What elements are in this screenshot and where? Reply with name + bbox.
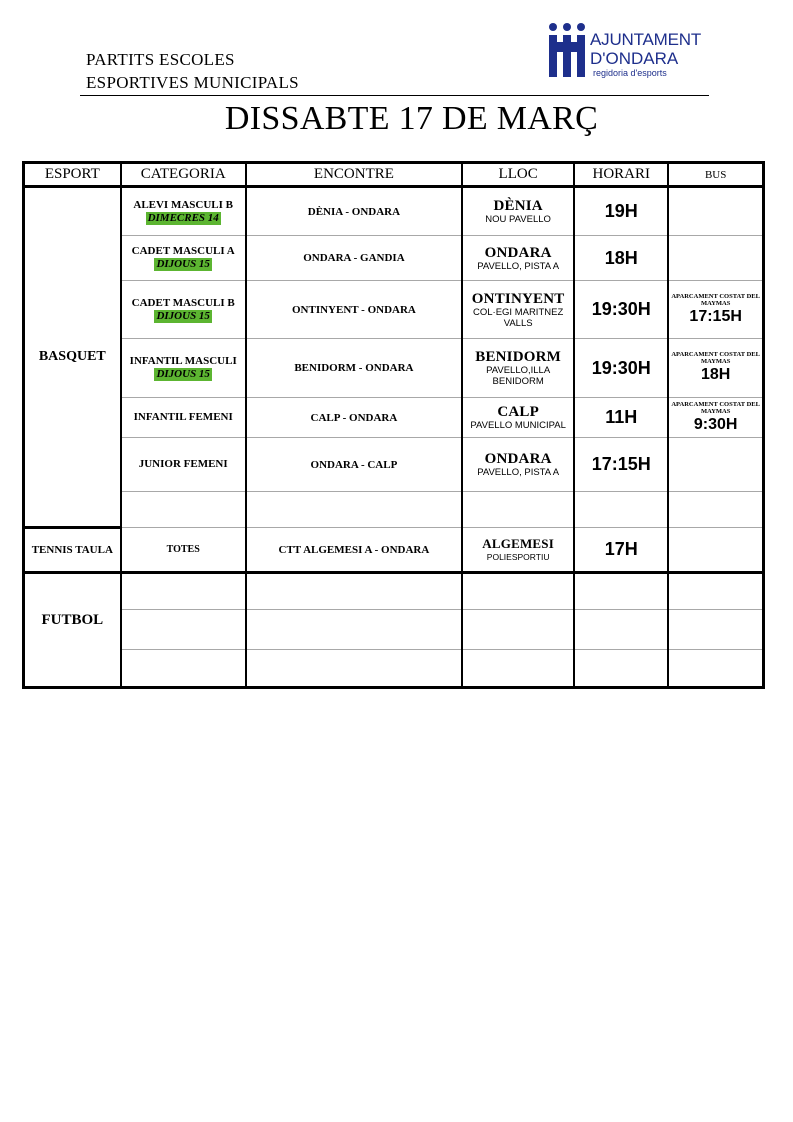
lloc-detail: PAVELLO, PISTA A: [477, 467, 560, 478]
encontre-cell: ONDARA - CALP: [246, 438, 462, 492]
empty-cell: [246, 650, 462, 688]
esport-tennis-taula: TENNIS TAULA: [24, 528, 121, 573]
categoria-cell: [121, 339, 246, 398]
empty-cell: [574, 650, 668, 688]
table-row: [24, 281, 764, 339]
lloc-cell: [462, 528, 574, 573]
header-line-1: PARTITS ESCOLES: [86, 50, 235, 69]
logo-text-regidoria: regidoria d'esports: [593, 68, 667, 78]
col-header-horari: HORARI: [574, 163, 668, 187]
table-row: [24, 187, 764, 236]
categoria-label: INFANTIL FEMENI: [133, 411, 233, 423]
empty-cell: [246, 573, 462, 610]
encontre-cell: CALP - ONDARA: [246, 398, 462, 438]
lloc-detail: NOU PAVELLO: [485, 214, 551, 225]
lloc-detail: PAVELLO MUNICIPAL: [470, 420, 566, 431]
logo-text-ajuntament: AJUNTAMENT: [590, 30, 702, 49]
header-line-2: ESPORTIVES MUNICIPALS: [86, 73, 299, 92]
table-row: [24, 573, 764, 610]
lloc-detail: PAVELLO, PISTA A: [477, 260, 560, 272]
empty-cell: [462, 650, 574, 688]
categoria-label: CADET MASCULI B: [131, 296, 235, 309]
categoria-label: ALEVI MASCULI B: [133, 198, 234, 211]
table-row: [24, 398, 764, 438]
horari-cell: 17:15H: [574, 438, 668, 492]
lloc-cell: [462, 438, 574, 492]
bus-cell: [668, 187, 763, 236]
lloc-cell: [462, 339, 574, 398]
categoria-label: JUNIOR FEMENI: [138, 458, 228, 470]
empty-cell: [668, 573, 763, 610]
lloc-cell: [462, 236, 574, 281]
table-row: [24, 650, 764, 688]
esport-basquet: BASQUET: [24, 187, 121, 528]
ajuntament-logo: [546, 22, 716, 82]
empty-cell: [668, 492, 763, 528]
esport-futbol: FUTBOL: [24, 573, 121, 688]
lloc-name: ONTINYENT: [471, 290, 565, 307]
logo-text-ondara: D'ONDARA: [590, 49, 679, 68]
col-header-lloc: LLOC: [462, 163, 574, 187]
table-row: [24, 492, 764, 528]
day-highlight: DIJOUS 15: [156, 309, 210, 322]
lloc-name: BENIDORM: [475, 349, 562, 365]
bus-time: 18H: [700, 366, 731, 383]
bus-cell: [668, 281, 763, 339]
encontre-cell: DÈNIA - ONDARA: [246, 187, 462, 236]
empty-cell: [121, 650, 246, 688]
lloc-cell: [462, 398, 574, 438]
encontre-cell: ONDARA - GANDIA: [246, 236, 462, 281]
empty-cell: [668, 650, 763, 688]
empty-cell: [668, 610, 763, 650]
empty-cell: [462, 610, 574, 650]
bus-cell: [668, 236, 763, 281]
empty-cell: [121, 492, 246, 528]
table-row: [24, 236, 764, 281]
lloc-name: ONDARA: [484, 451, 552, 467]
categoria-cell: TOTES: [121, 528, 246, 573]
page-title: DISSABTE 17 DE MARÇ: [224, 100, 599, 137]
header-divider: [80, 95, 709, 96]
horari-cell: 11H: [574, 398, 668, 438]
horari-cell: 17H: [574, 528, 668, 573]
categoria-label: CADET MASCULI A: [131, 245, 235, 257]
bus-cell: [668, 528, 763, 573]
logo-figures-icon: [546, 22, 588, 78]
lloc-cell: [462, 281, 574, 339]
categoria-label: INFANTIL MASCULI: [129, 355, 237, 367]
lloc-cell: [462, 187, 574, 236]
categoria-cell: [121, 236, 246, 281]
empty-cell: [574, 492, 668, 528]
lloc-name: ONDARA: [484, 244, 552, 261]
col-header-encontre: ENCONTRE: [246, 163, 462, 187]
empty-cell: [574, 610, 668, 650]
table-header-row: [24, 163, 764, 187]
lloc-detail: POLIESPORTIU: [486, 552, 550, 562]
day-highlight: DIMECRES 14: [147, 211, 219, 224]
categoria-cell: [121, 281, 246, 339]
bus-cell: [668, 398, 763, 438]
encontre-cell: BENIDORM - ONDARA: [246, 339, 462, 398]
lloc-detail: PAVELLO,ILLA BENIDORM: [486, 365, 551, 387]
empty-cell: [246, 492, 462, 528]
bus-time: 17:15H: [689, 307, 742, 325]
lloc-detail: COL·EGI MARITNEZ VALLS: [473, 306, 564, 329]
bus-cell: [668, 438, 763, 492]
col-header-esport: ESPORT: [24, 163, 121, 187]
table-row: [24, 528, 764, 573]
categoria-cell: [121, 398, 246, 438]
categoria-cell: [121, 187, 246, 236]
empty-cell: [574, 573, 668, 610]
encontre-cell: ONTINYENT - ONDARA: [246, 281, 462, 339]
horari-cell: 19H: [574, 187, 668, 236]
col-header-categoria: CATEGORIA: [121, 163, 246, 187]
table-row: [24, 610, 764, 650]
encontre-cell: CTT ALGEMESI A - ONDARA: [246, 528, 462, 573]
bus-note: APARCAMENT COSTAT DEL MAYMAS: [671, 400, 760, 415]
lloc-name: CALP: [497, 404, 539, 420]
empty-cell: [462, 492, 574, 528]
bus-time: 9:30H: [693, 415, 738, 433]
schedule-table: [22, 161, 765, 689]
bus-note: APARCAMENT COSTAT DEL MAYMAS: [671, 292, 760, 307]
col-header-bus: BUS: [668, 163, 763, 187]
table-row: [24, 339, 764, 398]
empty-cell: [121, 610, 246, 650]
horari-cell: 19:30H: [574, 281, 668, 339]
empty-cell: [462, 573, 574, 610]
bus-cell: [668, 339, 763, 398]
empty-cell: [121, 573, 246, 610]
day-highlight: DIJOUS 15: [156, 368, 210, 380]
empty-cell: [246, 610, 462, 650]
lloc-name: ALGEMESI: [482, 536, 554, 551]
day-highlight: DIJOUS 15: [156, 258, 210, 270]
table-row: [24, 438, 764, 492]
horari-cell: 18H: [574, 236, 668, 281]
horari-cell: 19:30H: [574, 339, 668, 398]
lloc-name: DÈNIA: [493, 198, 543, 214]
bus-note: APARCAMENT COSTAT DEL MAYMAS: [671, 351, 760, 365]
categoria-cell: [121, 438, 246, 492]
